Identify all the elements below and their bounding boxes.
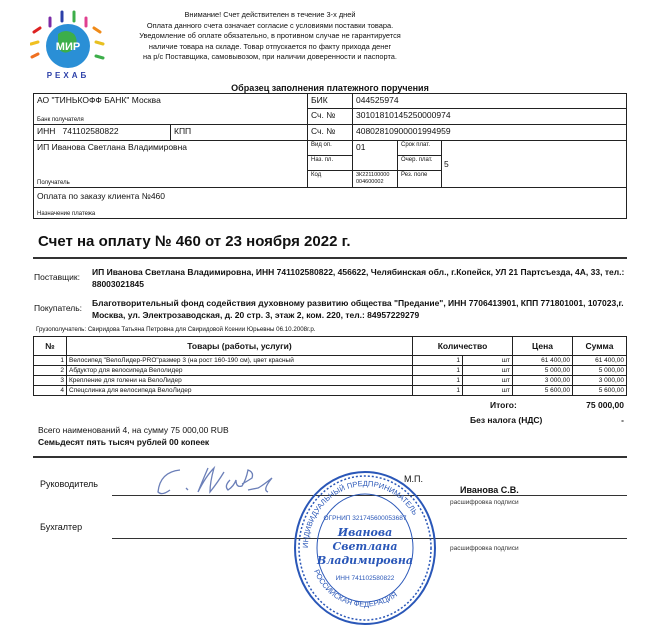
vat-value: - <box>621 415 624 425</box>
bik-value: 044525974 <box>353 94 627 109</box>
accountant-decode-hint: расшифровка подписи <box>450 545 519 552</box>
row-quantity: 1 <box>413 356 463 366</box>
row-sum: 3 000,00 <box>573 376 627 386</box>
amount-in-words: Семьдесят пять тысяч рублей 00 копеек <box>38 437 210 447</box>
kpp-label: КПП <box>171 125 308 141</box>
divider <box>33 257 627 259</box>
row-number: 1 <box>34 356 67 366</box>
rez-label: Рез. поле <box>398 171 442 188</box>
row-unit: шт <box>463 366 513 376</box>
svg-text:ИНН 741102580822: ИНН 741102580822 <box>335 575 395 582</box>
col-goods: Товары (работы, услуги) <box>67 337 413 356</box>
corr-account-label: Сч. № <box>308 109 353 125</box>
inn-value: 741102580822 <box>62 126 119 136</box>
notice-line: Уведомление об оплате обязательно, в противном случае не гарантируется <box>139 31 401 40</box>
row-item-name: Спецслинка для велосипеда ВелоЛидер <box>67 386 413 396</box>
payment-details-table <box>33 93 627 219</box>
row-item-name: Крепление для голени на ВелоЛидер <box>67 376 413 386</box>
consignee: Грузополучатель: Свиридова Татьяна Петровна для Свиридовой Ксении Юрьевны 06.10.2008г.р. <box>36 326 316 333</box>
company-logo <box>30 8 110 80</box>
account-value: 40802810900001994959 <box>353 125 627 141</box>
col-quantity: Количество <box>413 337 513 356</box>
col-price: Цена <box>513 337 573 356</box>
naz-label: Наз. пл. <box>308 156 353 171</box>
row-unit: шт <box>463 356 513 366</box>
bank-label: Банк получателя <box>37 117 84 123</box>
vid-op-value: 01 <box>353 141 398 171</box>
svg-text:РОССИЙСКАЯ ФЕДЕРАЦИЯ: РОССИЙСКАЯ ФЕДЕРАЦИЯ <box>312 568 399 609</box>
col-sum: Сумма <box>573 337 627 356</box>
vid-op-label: Вид оп. <box>308 141 353 156</box>
purpose-label: Назначение платежа <box>37 211 96 217</box>
account-label: Сч. № <box>308 125 353 141</box>
row-price: 61 400,00 <box>513 356 573 366</box>
row-number: 2 <box>34 366 67 376</box>
buyer-value: Благотворительный фонд содействия духовному развитию общества "Предание", ИНН 7706413901, КПП 771801001, 107023,г. Москва, ул. Электрозаводская, д. 20 стр. 3, этаж 2, ком. 220, тел.: 84957229279 <box>92 298 624 320</box>
ocher-value: 5 <box>444 159 449 169</box>
row-quantity: 1 <box>413 366 463 376</box>
ocher-label: Очер. плат. <box>398 156 442 171</box>
items-table <box>33 336 627 396</box>
notice-line: Внимание! Счет действителен в течение 3-х дней <box>184 10 356 19</box>
row-sum: 5 600,00 <box>573 386 627 396</box>
head-label: Руководитель <box>40 479 98 489</box>
payment-purpose: Оплата по заказу клиента №460 <box>37 191 165 201</box>
row-price: 5 600,00 <box>513 386 573 396</box>
row-quantity: 1 <box>413 386 463 396</box>
invoice-title: Счет на оплату № 460 от 23 ноября 2022 г. <box>38 233 351 250</box>
inn-cell <box>34 125 171 141</box>
row-sum: 5 000,00 <box>573 366 627 376</box>
handwritten-signature <box>150 462 300 507</box>
head-decode-hint: расшифровка подписи <box>450 499 519 506</box>
row-item-name: Велосипед "ВелоЛидер-PRO"размер 3 (на рост 160-190 см), цвет красный <box>67 356 413 366</box>
vat-label: Без налога (НДС) <box>470 415 543 425</box>
svg-text:РЕХАБ: РЕХАБ <box>46 71 90 80</box>
row-unit: шт <box>463 376 513 386</box>
items-count-summary: Всего наименований 4, на сумму 75 000,00 RUB <box>38 425 229 435</box>
table-row <box>34 356 627 366</box>
corr-account-value: 30101810145250000974 <box>353 109 627 125</box>
total-label: Итого: <box>490 400 517 410</box>
notice-line: Оплата данного счета означает согласие с условиями поставки товара. <box>146 20 394 30</box>
company-stamp <box>290 468 440 633</box>
bank-name: АО "ТИНЬКОФФ БАНК" Москва <box>37 95 161 105</box>
svg-text:Владимировна: Владимировна <box>317 554 413 567</box>
notice-line: наличие товара на складе. Товар отпускается по факту прихода денег <box>148 41 392 51</box>
total-value: 75 000,00 <box>586 400 624 410</box>
table-row <box>34 386 627 396</box>
svg-text:МИР: МИР <box>55 41 81 53</box>
svg-text:ОГРНИП 321745600053687: ОГРНИП 321745600053687 <box>323 515 407 522</box>
inn-label: ИНН <box>37 126 56 136</box>
row-item-name: Абдуктор для велосипеда Велолидер <box>67 366 413 376</box>
row-sum: 61 400,00 <box>573 356 627 366</box>
svg-text:ИНДИВИДУАЛЬНЫЙ ПРЕДПРИНИМАТЕЛЬ: ИНДИВИДУАЛЬНЫЙ ПРЕДПРИНИМАТЕЛЬ <box>300 478 420 549</box>
row-quantity: 1 <box>413 376 463 386</box>
col-number: № <box>34 337 67 356</box>
supplier-value: ИП Иванова Светлана Владимировна, ИНН 741102580822, 456622, Челябинская обл., г.Копейск, УЛ 21 Партсъезда, 4А, 33, тел.: 88003021845 <box>92 267 625 289</box>
divider <box>33 456 627 458</box>
kod-value: 3К221100000 004600002 <box>353 171 398 188</box>
row-number: 4 <box>34 386 67 396</box>
svg-text:Иванова: Иванова <box>337 526 393 539</box>
recipient-label: Получатель <box>37 180 70 186</box>
table-row <box>34 366 627 376</box>
row-unit: шт <box>463 386 513 396</box>
kod-label: Код <box>308 171 353 188</box>
payment-form-title: Образец заполнения платежного поручения <box>231 83 429 93</box>
stamp-place-mark: М.П. <box>404 474 423 484</box>
accountant-label: Бухгалтер <box>40 522 83 532</box>
table-row <box>34 376 627 386</box>
bik-label: БИК <box>308 94 353 109</box>
buyer-label: Покупатель: <box>34 303 83 313</box>
ocher-value-cell <box>442 141 627 188</box>
srok-label: Срок плат. <box>398 141 442 156</box>
head-name: Иванова С.В. <box>460 485 519 495</box>
supplier-label: Поставщик: <box>34 272 80 282</box>
supplier-block <box>34 266 630 290</box>
invoice-notice <box>120 10 420 63</box>
recipient-name: ИП Иванова Светлана Владимировна <box>37 142 187 152</box>
row-price: 5 000,00 <box>513 366 573 376</box>
notice-line: на р/с Поставщика, самовывозом, при наличии доверенности и паспорта. <box>143 52 397 61</box>
buyer-block <box>34 297 630 321</box>
svg-text:Светлана: Светлана <box>332 540 398 553</box>
row-price: 3 000,00 <box>513 376 573 386</box>
row-number: 3 <box>34 376 67 386</box>
